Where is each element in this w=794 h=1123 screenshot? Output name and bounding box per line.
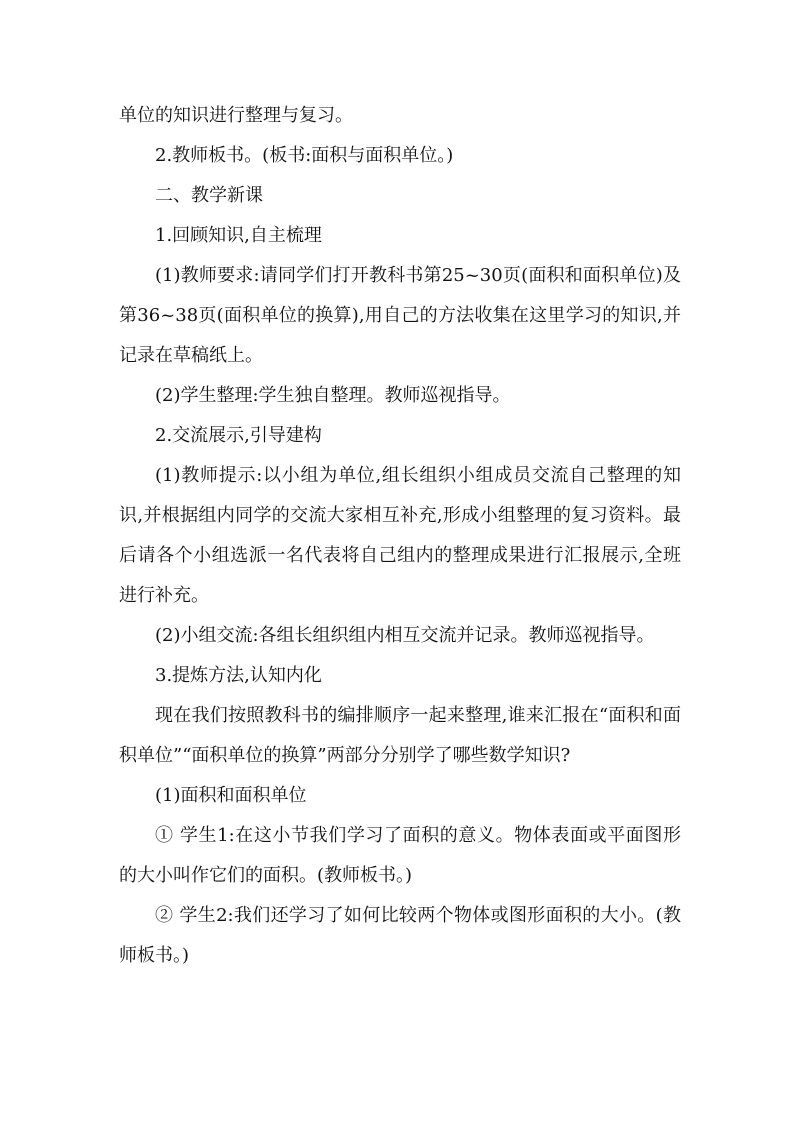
subheading-method: 3.提炼方法,认知内化 [155,665,322,686]
paragraph-teacher-hint: (1)教师提示:以小组为单位,组长组织小组成员交流自己整理的知识,并根据组内同学的交流大家相互补充,形成小组整理的复习资料。最后请各个小组选派一名代表将自己组内的整理成果进行汇报展示,全班进行补充。 [119,465,681,606]
paragraph-summary-prompt: 现在我们按照教科书的编排顺序一起来整理,谁来汇报在“面积和面积单位”“面积单位的换算”两部分分别学了哪些数学知识? [119,705,681,766]
paragraph-board-note: 2.教师板书。(板书:面积与面积单位。) [155,145,454,166]
paragraph-teacher-request: (1)教师要求:请同学们打开教科书第25~30页(面积和面积单位)及第36~38页(面积单位的换算),用自己的方法收集在这里学习的知识,并记录在草稿纸上。 [119,265,681,366]
subheading-exchange: 2.交流展示,引导建构 [155,425,322,446]
section-heading: 二、教学新课 [155,185,263,206]
paragraph-continuation: 单位的知识进行整理与复习。 [119,105,353,126]
paragraph-student-organize: (2)学生整理:学生独自整理。教师巡视指导。 [155,385,511,406]
subheading-review: 1.回顾知识,自主梳理 [155,225,322,246]
paragraph-student-1: ① 学生1:在这小节我们学习了面积的意义。物体表面或平面图形的大小叫作它们的面积。(教师板书。) [119,825,681,886]
paragraph-group-exchange: (2)小组交流:各组长组织组内相互交流并记录。教师巡视指导。 [155,625,655,646]
paragraph-student-2: ② 学生2:我们还学习了如何比较两个物体或图形面积的大小。(教师板书。) [119,905,681,966]
document-body [119,96,681,976]
subheading-area-units: (1)面积和面积单位 [155,785,307,806]
